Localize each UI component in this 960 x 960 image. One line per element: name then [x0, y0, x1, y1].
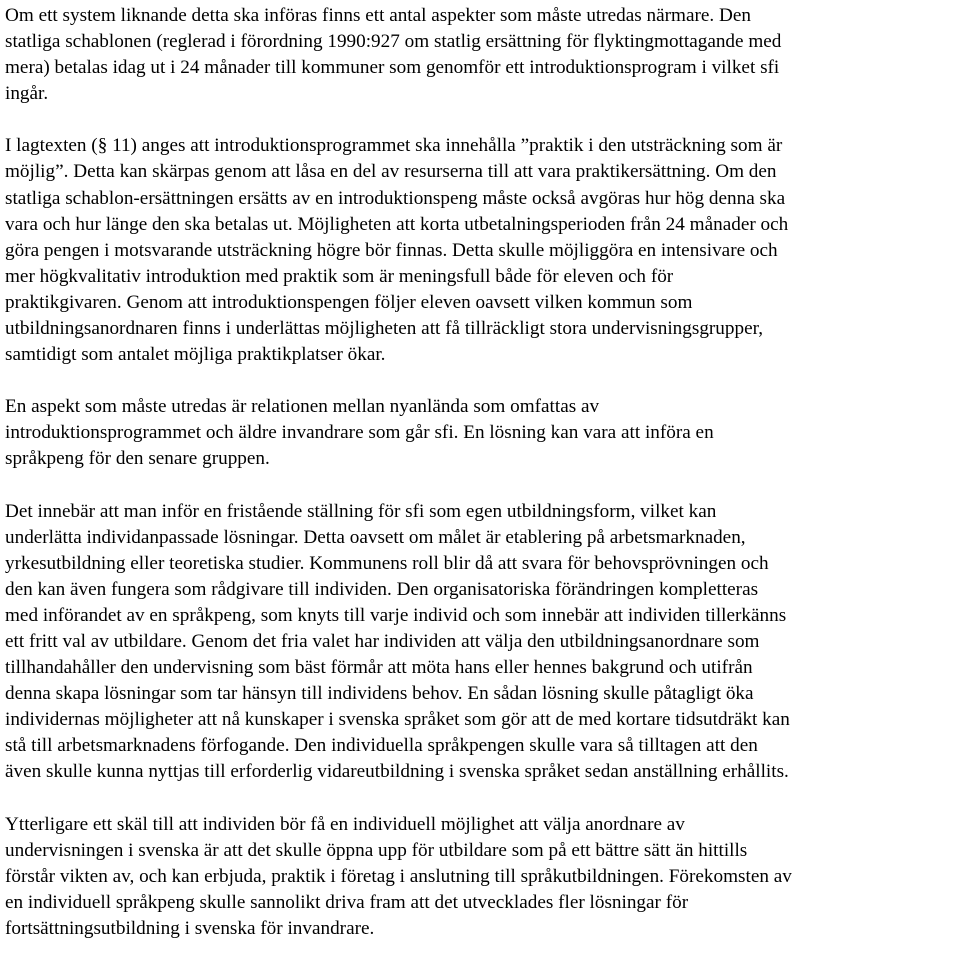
text-line: ingår. [5, 83, 49, 105]
paragraph-innebar [5, 499, 955, 786]
document-body [5, 3, 955, 942]
paragraph-aspekt [5, 394, 955, 472]
text-line: stå till arbetsmarknadens förfogande. Den individuella språkpengen skulle vara så tilltagen att den [5, 735, 758, 757]
text-line: statliga schablon-ersättningen ersätts av en introduktionspeng måste också avgöras hur hög denna ska [5, 187, 786, 209]
text-line: vara och hur länge den ska betalas ut. Möjligheten att korta utbetalningsperioden från 24 månader och [5, 213, 789, 235]
text-line: statliga schablonen (reglerad i förordning 1990:927 om statlig ersättning för flyktingmottagande med [5, 31, 782, 53]
text-line: utbildningsanordnaren finns i underlättas möjligheten att få tillräckligt stora undervisningsgrupper, [5, 318, 764, 340]
text-line: Om ett system liknande detta ska införas finns ett antal aspekter som måste utredas närmare. Den [5, 5, 751, 26]
text-line: möjlig”. Detta kan skärpas genom att låsa en del av resurserna till att vara praktikersättning. Om den [5, 161, 777, 183]
text-line: Det innebär att man inför en fristående ställning för sfi som egen utbildningsform, vilket kan [5, 500, 717, 522]
text-line: med införandet av en språkpeng, som knyts till varje individ och som innebär att individen tillerkänns [5, 604, 787, 626]
text-line: mera) betalas idag ut i 24 månader till kommuner som genomför ett introduktionsprogram i vilket sfi [5, 57, 780, 79]
text-line: denna skapa lösningar som tar hänsyn till individens behov. En sådan lösning skulle påtagligt öka [5, 683, 754, 705]
text-line: göra pengen i motsvarande utsträckning högre bör finnas. Detta skulle möjliggöra en intensivare och [5, 239, 778, 261]
text-line: fortsättningsutbildning i svenska för invandrare. [5, 917, 375, 939]
paragraph-ytterligare [5, 812, 955, 942]
text-line: praktikgivaren. Genom att introduktionspengen följer eleven oavsett vilken kommun som [5, 291, 693, 313]
text-line: även skulle kunna nyttjas till erforderlig vidareutbildning i svenska språket sedan anställning erhållits. [5, 761, 789, 783]
text-line: underlätta individanpassade lösningar. Detta oavsett om målet är etablering på arbetsmarknaden, [5, 526, 746, 548]
text-line: individernas möjligheter att nå kunskaper i svenska språket som gör att de med kortare tidsutdräkt kan [5, 709, 790, 731]
paragraph-schablon [5, 3, 955, 107]
text-line: samtidigt som antalet möjliga praktikplatser ökar. [5, 344, 386, 366]
text-line: förstår vikten av, och kan erbjuda, praktik i företag i anslutning till språkutbildningen. Förekomsten av [5, 865, 792, 887]
paragraph-lagtexten [5, 133, 955, 368]
text-line: introduktionsprogrammet och äldre invandrare som går sfi. En lösning kan vara att införa en [5, 422, 714, 444]
text-line: den kan även fungera som rådgivare till individen. Den organisatoriska förändringen kompletteras [5, 578, 759, 600]
text-line: I lagtexten (§ 11) anges att introduktionsprogrammet ska innehålla ”praktik i den utsträckning som är [5, 135, 783, 157]
text-line: en individuell språkpeng skulle sannolikt driva fram att det utvecklades fler lösningar för [5, 891, 689, 913]
text-line: undervisningen i svenska är att det skulle öppna upp för utbildare som på ett bättre sätt än hittills [5, 839, 748, 861]
text-line: En aspekt som måste utredas är relationen mellan nyanlända som omfattas av [5, 396, 600, 418]
text-line: ett fritt val av utbildare. Genom det fria valet har individen att välja den utbildningsanordnare som [5, 630, 760, 652]
text-line: språkpeng för den senare gruppen. [5, 448, 270, 470]
text-line: Ytterligare ett skäl till att individen bör få en individuell möjlighet att välja anordnare av [5, 813, 685, 835]
text-line: yrkesutbildning eller teoretiska studier. Kommunens roll blir då att svara för behovsprövningen och [5, 552, 769, 574]
text-line: tillhandahåller den undervisning som bäst förmår att möta hans eller hennes bakgrund och utifrån [5, 657, 753, 679]
text-line: mer högkvalitativ introduktion med praktik som är meningsfull både för eleven och för [5, 265, 674, 287]
